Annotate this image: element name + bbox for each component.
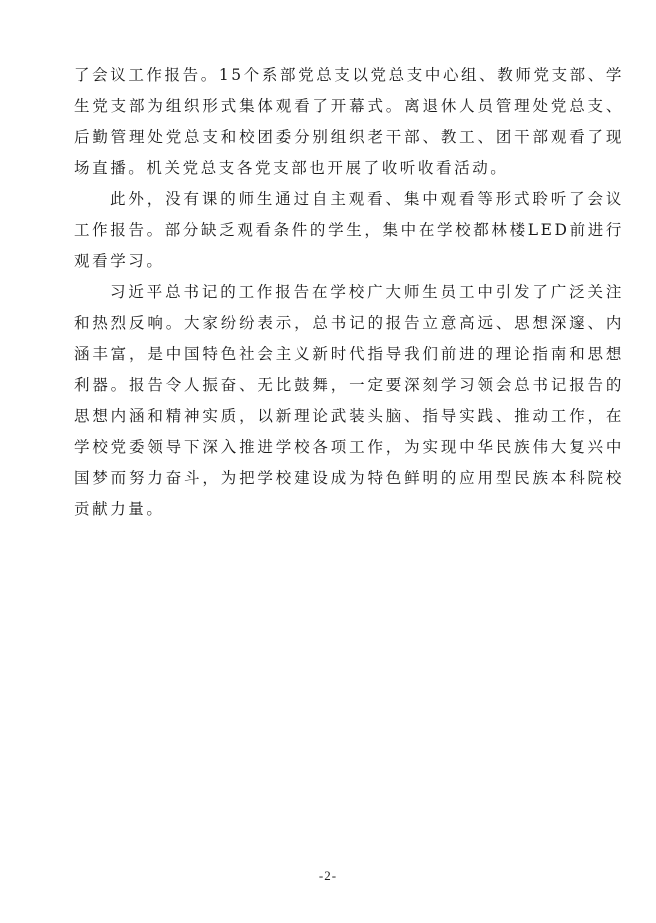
- page-number: -2-: [318, 868, 338, 883]
- body-text: [74, 60, 624, 525]
- paragraph-response: 习近平总书记的工作报告在学校广大师生员工中引发了广泛关注和热烈反响。大家纷纷表示，总书记的报告立意高远、思想深邃、内涵丰富，是中国特色社会主义新时代指导我们前进的理论指南和思想利器。报告令人振奋、无比鼓舞，一定要深刻学习领会总书记报告的思想内涵和精神实质，以新理论武装头脑、指导实践、推动工作，在学校党委领导下深入推进学校各项工作，为实现中华民族伟大复兴中国梦而努力奋斗，为把学校建设成为特色鲜明的应用型民族本科院校贡献力量。: [74, 283, 624, 518]
- paragraph-continued: 了会议工作报告。15个系部党总支以党总支中心组、教师党支部、学生党支部为组织形式集体观看了开幕式。离退休人员管理处党总支、后勤管理处党总支和校团委分别组织老干部、教工、团干部观看了现场直播。机关党总支各党支部也开展了收听收看活动。: [74, 66, 624, 177]
- paragraph-viewing: 此外，没有课的师生通过自主观看、集中观看等形式聆听了会议工作报告。部分缺乏观看条件的学生，集中在学校都林楼LED前进行观看学习。: [74, 190, 624, 270]
